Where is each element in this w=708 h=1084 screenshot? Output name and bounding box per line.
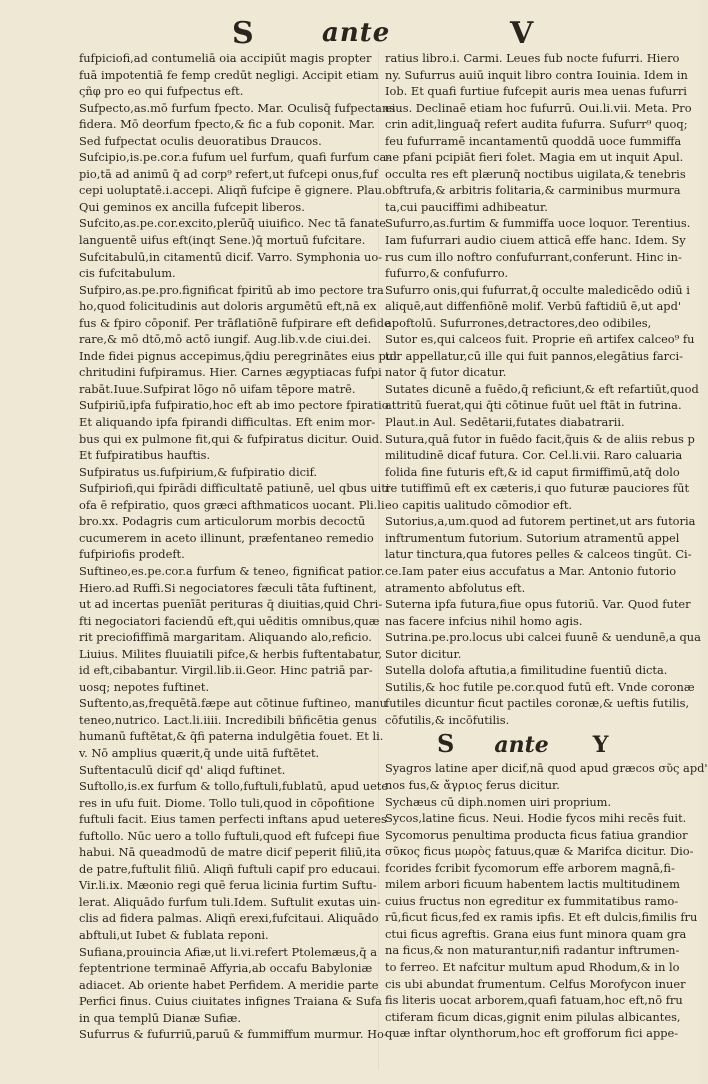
text-line: eius. Declinaē etiam hoc fufurrū. Oui.li.vii. Meta. Pro [385,100,692,115]
text-line: rabāt.Iuue.Sufpirat lōgo nō uifam tēpore matrē. [79,381,356,396]
text-line: Sed fufpectat oculis deuoratibus Draucos. [79,133,322,148]
text-line: tor appellatur,cū ille qui fuit pannos,elegātius farci- [385,348,683,363]
text-line: rus cum illo noftro confufurrant,conferunt. Hinc in- [385,249,682,264]
text-line: nas facere infcius nihil homo agis. [385,613,583,628]
right-column-part-a [385,50,701,728]
text-line: id eft,cibabantur. Virgil.lib.ii.Geor. Hinc patriā par- [79,663,373,678]
text-line: Sufpiratus us.fufpirium,& fufpiratio dicif. [79,464,318,479]
text-line: Liuius. Milites fluuiatili pifce,& herbis fuftentabatur, [79,646,382,661]
text-line: ratius libro.i. Carmi. Leues fub nocte fufurri. Hiero [385,51,680,65]
text-line: re tutiffimū eft ex cæteris,i quo futuræ pauciores fūt [385,481,690,496]
text-line: Sycomorus penultima producta ficus fatiua grandior [385,827,688,842]
text-line: feu fufurramē incantamentū quoddā uoce fummiffa [385,133,682,148]
text-line: fcorides fcribit fycomorum effe arborem magnā,fi- [385,860,675,875]
text-line: Suftineo,es.pe.cor.a furfum & teneo, fignificat patior. [79,563,385,578]
text-line: Et aliquando ipfa fpirandi difficultas. Eft enim mor- [79,415,376,430]
subheading-initial: S [437,729,455,759]
text-line: Sufpecto,as.mō furfum fpecto. Mar. Oculisq̄ fufpectans [79,100,396,115]
text-line: Sufpiro,as.pe.pro.fignificat fpiritū ab imo pectore tra [79,282,384,297]
running-header [0,14,700,54]
text-line: rit preciofiffimā margaritam. Aliquando alo,reficio. [79,630,372,645]
text-line: fti negociatori faciendū eft,qui uēditis omnibus,quæ [79,613,380,628]
text-line: Sutor dicitur. [385,646,462,661]
text-line: Syagros latine aper dicif,nā quod apud græcos σῦς apd' [385,761,708,776]
text-line: languentē uifus eft(inqt Sene.)q̄ mortuū fufcitare. [79,233,366,248]
subheading-word: ante [494,732,549,759]
text-line: quæ inftar olynthorum,hoc eft grofforum fici appe- [385,1026,679,1041]
text-line: chritudini fufpiramus. Hier. Carnes ægyptiacas fufpi [79,365,382,380]
text-line: Sutates dicunē a fuēdo,q̄ reficiunt,& eft refartiūt,quod [385,381,699,396]
text-line: fidera. Mō deorfum fpecto,& fic a fub coponit. Mar. [79,117,375,132]
text-line: Sutrina.pe.pro.locus ubi calcei fuunē & uendunē,a qua [385,630,701,645]
text-line: Sufurrus & fufurriū,paruū & fummiffum murmur. Ho- [79,1027,388,1042]
text-line: nos fus,& ἄγριος ferus dicitur. [385,777,560,792]
text-line: Sufcito,as.pe.cor.excito,plerūq̄ uiuifico. Nec tā fanate [79,216,386,231]
text-line: cis ubi abundat frumentum. Celfus Morofycon inuer [385,976,686,991]
header-initial-left: S [232,16,254,51]
text-line: adiacet. Ab oriente habet Perfidem. A meridie parte [79,977,379,992]
text-line: Sufcitabulū,in citamentū dicif. Varro. Symphonia uo- [79,249,383,264]
text-line: bro.xx. Podagris cum articulorum morbis decoctū [79,514,366,529]
text-line: Sufiana,prouincia Afiæ,ut li.vi.refert Ptolemæus,q̄ a [79,944,377,959]
text-line: res in ufu fuit. Diome. Tollo tuli,quod in cōpofitione [79,795,375,810]
text-line: ctiferam ficum dicas,gignit enim pilulas albicantes, [385,1009,681,1024]
text-line: na ficus,& non maturantur,nifi radantur inftrumen- [385,943,680,958]
text-line: Suterna ipfa futura,fiue opus futoriū. Var. Quod futer [385,597,691,612]
text-line: de patre,fuftulit filiū. Aliqñ fuftuli capif pro educaui. [79,861,381,876]
text-line: fus & fpiro cōponif. Per trāflatiōnē fufpirare eft defide [79,315,391,330]
text-line: lerat. Aliquādo furfum tuli.Idem. Suftulit exutas uin- [79,894,381,909]
text-line: Suftentaculū dicif qd' aliqd fuftinet. [79,762,286,777]
text-line: attritū fuerat,qui q̄ti cōtinue fuūt uel ftāt in futrina. [385,398,682,413]
text-line: ho,quod folicitudinis aut doloris argumētū eft,nā ex [79,299,377,314]
text-line: aliquē,aut diffenfiōnē molif. Verbū faftidiū ē,ut apd' [385,299,681,314]
text-line: latur tinctura,qua futores pelles & calceos tingūt. Ci- [385,547,692,562]
text-line: abftuli,ut Iubet & fublata reponi. [79,927,269,942]
text-line: feptentrione terminaē Affyria,ab occafu Babyloniæ [79,961,373,976]
text-line: crin adit,linguaq̄ refert audita fufurra. Sufurr⁹ quoq; [385,117,688,132]
text-line: Sufurro,as.furtim & fummiffa uoce loquor. Terentius. [385,216,691,231]
text-line: Sutilis,& hoc futile pe.cor.quod futū eft. Vnde coronæ [385,679,695,694]
text-line: Hiero.ad Ruffi.Si negociatores fæculi tāta fuftinent, [79,580,377,595]
text-line: Sutura,quā futor in fuēdo facit,q̄uis & de aliis rebus p [385,431,695,446]
text-line: Sufpiriū,ipfa fufpiratio,hoc eft ab imo pectore fpiratio [79,398,389,413]
text-line: Suftento,as,frequētā.fæpe aut cōtinue fuftineo, manu [79,696,387,711]
text-line: ut ad incertas puenīāt perituras q̄ diuitias,quid Chri- [79,597,383,612]
subheading-letter: Y [592,732,609,759]
text-line: cōfutilis,& incōfutilis. [385,712,510,727]
text-line: cucumerem in aceto illinunt, præfentaneo remedio [79,530,374,545]
text-line: Qui geminos ex ancilla fufcepit liberos. [79,199,305,214]
text-line: Sufpiriofi,qui fpirādi difficultatē patiunē, uel qbus uiti [79,481,390,496]
text-line: Sycos,latine ficus. Neui. Hodie fycos mihi recēs fuit. [385,811,687,826]
text-line: obftrufa,& arbitris folitaria,& carminibus murmura [385,183,681,198]
text-line: Iam fufurrari audio ciuem atticā effe hanc. Idem. Sy [385,233,686,248]
text-line: Sutella dolofa aftutia,a fimilitudine fuentiū dicta. [385,663,668,678]
text-line: Sufcipio,is.pe.cor.a fufum uel furfum, quafi furfum ca- [79,150,391,165]
text-line: fuftuli facit. Eius tamen perfecti inftans apud ueteres [79,812,387,827]
text-line: ne pfani pcipiāt fieri folet. Magia em ut inquit Apul. [385,150,684,165]
text-line: fufpiriofis prodeft. [79,547,185,562]
text-line: ce.Iam pater eius accufatus a Mar. Antonio futorio [385,563,677,578]
text-line: bus qui ex pulmone fit,qui & fufpiratus dicitur. Ouid. [79,431,383,446]
text-line: fufurro,& confufurro. [385,266,509,281]
text-line: Suftollo,is.ex furfum & tollo,fuftuli,fublatū, apud uete [79,779,389,794]
text-line: Perfici finus. Cuius ciuitates infignes Traiana & Sufa [79,994,382,1009]
text-line: pio,tā ad animū q̄ ad corp⁹ refert,ut fufcepi onus,fuf [79,166,378,181]
text-line: cis fufcitabulum. [79,266,176,281]
text-line: Inde fidei pignus accepimus,q̄diu peregrinātes eius pul [79,348,397,363]
text-line: Vir.li.ix. Mæonio regi quē ferua licinia furtim Suftu- [79,878,377,893]
text-line: fuā impotentiā fe femp credūt negligi. Accipit etiam [79,67,379,82]
text-line: atramento abfolutus eft. [385,580,526,595]
text-line: fufpiciofi,ad contumeliā oia accipiūt magis propter [79,51,372,65]
text-line: uosq; nepotes fuftinet. [79,679,210,694]
text-line: ςñφ pro eo qui fufpectus eft. [79,84,244,99]
text-line: inftrumentum futorium. Sutorium atramentū appel [385,530,680,545]
text-line: Sychæus cū diph.nomen uiri proprium. [385,794,612,809]
text-line: futiles dicuntur ficut pactiles coronæ,& ueftis futilis, [385,696,690,711]
text-line: militudinē dicaf futura. Cor. Cel.li.vii. Raro caluaria [385,448,683,463]
right-column-part-b [385,760,708,1041]
text-line: Sutor es,qui calceos fuit. Proprie eñ artifex calceo⁹ fu [385,332,695,347]
text-line: ny. Sufurrus auiū inquit libro contra Iouinia. Idem in [385,67,688,82]
text-line: v. Nō amplius quærit,q̄ unde uitā fuftētet. [79,745,320,760]
text-line: rū,ficut ficus,fed ex ramis ipfis. Et eft dulcis,fimilis fru [385,910,698,925]
text-line: Iob. Et quafi furtiue fufcepit auris mea uenas fufurri [385,84,687,99]
text-line: nator q̄ futor dicatur. [385,365,507,380]
text-line: ofa ē refpiratio, quos græci afthmaticos uocant. Pli.li [79,497,385,512]
text-line: in qua templū Dianæ Sufiæ. [79,1010,241,1025]
text-line: to ferreo. Et nafcitur multum apud Rhodum,& in lo [385,959,680,974]
text-line: cepi uoluptatē.i.accepi. Aliqñ fufcipe ē gignere. Plau. [79,183,386,198]
text-line: teneo,nutrico. Lact.li.iiii. Incredibili bñficētia genus [79,712,377,727]
text-line: fuftollo. Nūc uero a tollo fuftuli,quod eft fufcepi fiue [79,828,380,843]
text-line: rare,& mō dtō,mō actō iungif. Aug.lib.v.de ciui.dei. [79,332,372,347]
text-line: occulta res eft plærunq̄ noctibus uigilata,& tenebris [385,166,686,181]
text-line: apoftolū. Sufurrones,detractores,deo odibiles, [385,315,652,330]
text-line: σῦκος ficus μωρὸς fatuus,quæ & Marifca dicitur. Dio- [385,844,694,859]
text-line: folida fine futuris eft,& id caput firmiffimū,atq̄ dolo [385,464,680,479]
section-subheading [385,730,673,758]
text-line: Sutorius,a,um.quod ad futorem pertinet,ut ars futoria [385,514,696,529]
text-line: eo capitis ualitudo cōmodior eft. [385,497,573,512]
text-line: Plaut.in Aul. Sedētarii,futates diabatrarii. [385,415,625,430]
text-line: Sufurro onis,qui fufurrat,q̄ occulte maledicēdo odiū i [385,282,690,297]
text-line: humanū fuftētat,& q̄fi paterna indulgētia fouet. Et li. [79,729,384,744]
text-line: cuius fructus non egreditur ex fummitatibus ramo- [385,893,679,908]
text-line: milem arbori ficuum habentem lactis multitudinem [385,877,680,892]
text-line: habui. Nā queadmodū de matre dicif peperit filiū,ita [79,845,382,860]
header-initial-right: V [510,16,534,51]
text-line: ta,cui pauciffimi adhibeatur. [385,199,548,214]
left-column [79,50,397,1043]
text-line: ctui ficus agreftis. Grana eius funt minora quam gra [385,926,687,941]
header-word: ante [322,18,391,48]
text-line: fis literis uocat arborem,quafi fatuam,hoc eft,nō fru [385,993,683,1008]
right-column [385,50,708,1042]
text-line: clis ad fidera palmas. Aliqñ erexi,fufcitaui. Aliquādo [79,911,379,926]
text-line: Et fufpiratibus hauftis. [79,448,211,463]
